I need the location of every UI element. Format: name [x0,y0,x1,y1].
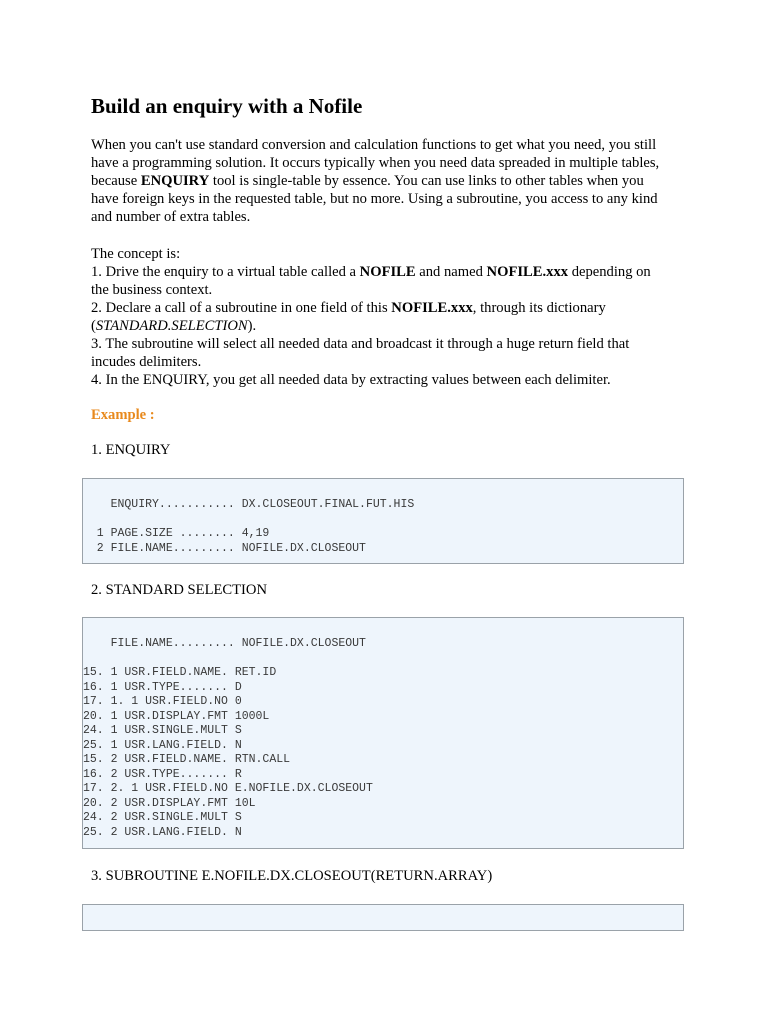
step-3-heading: 3. SUBROUTINE E.NOFILE.DX.CLOSEOUT(RETURN.ARRAY) [91,868,493,884]
concept-text: , through its dictionary [472,300,606,316]
code-line: 15. 2 USR.FIELD.NAME. RTN.CALL [83,753,291,766]
intro-text: tool is single-table by essence. You can use links to other tables when you [209,173,644,189]
concept-step-1-cont: the business context. [91,282,213,298]
nofile-keyword: NOFILE [359,264,416,280]
concept-step-2 [91,299,651,317]
code-line [83,513,683,528]
code-line: 20. 1 USR.DISPLAY.FMT 1000L [83,709,270,723]
concept-step-1 [91,263,651,281]
subroutine-code-block [82,904,684,931]
intro-line: have foreign keys in the requested table, but no more. Using a subroutine, you access to any kind [91,191,658,207]
concept-step-3: 3. The subroutine will select all needed data and broadcast it through a huge return field that [91,336,630,352]
intro-text: because [91,173,141,189]
standard-selection-term: STANDARD.SELECTION [95,318,248,334]
code-line: ENQUIRY........... DX.CLOSEOUT.FINAL.FUT.HIS [83,498,415,511]
concept-paragraph [91,245,651,389]
example-label: Example : [91,407,155,423]
standard-selection-code-block [82,617,684,849]
intro-line: and number of extra tables. [91,209,251,225]
code-line: 25. 2 USR.LANG.FIELD. N [83,825,242,839]
code-line: 16. 2 USR.TYPE....... R [83,767,242,781]
code-line: 16. 1 USR.TYPE....... D [83,680,242,694]
step-1-heading: 1. ENQUIRY [91,442,171,458]
concept-text: 1. Drive the enquiry to a virtual table called a [91,264,360,280]
concept-heading: The concept is: [91,246,181,262]
concept-text: ). [247,318,257,334]
code-line: 20. 2 USR.DISPLAY.FMT 10L [83,796,256,810]
code-line: FILE.NAME......... NOFILE.DX.CLOSEOUT [83,637,366,650]
page-title: Build an enquiry with a Nofile [91,94,363,118]
intro-line [91,172,659,190]
code-listing [83,498,683,556]
code-line: 15. 1 USR.FIELD.NAME. RET.ID [83,666,277,679]
enquiry-code-block [82,478,684,564]
nofile-xxx-keyword: NOFILE.xxx [391,300,473,316]
code-line [83,652,683,667]
intro-line: have a programming solution. It occurs typically when you need data spreaded in multiple tables, [91,155,660,171]
code-line: 1 PAGE.SIZE ........ 4,19 [83,527,270,540]
step-2-heading: 2. STANDARD SELECTION [91,582,267,598]
nofile-xxx-keyword: NOFILE.xxx [486,264,569,280]
code-line: 17. 2. 1 USR.FIELD.NO E.NOFILE.DX.CLOSEOUT [83,782,373,795]
code-line: 25. 1 USR.LANG.FIELD. N [83,738,242,752]
enquiry-keyword: ENQUIRY [140,173,210,189]
concept-text: ( [91,318,96,334]
concept-text: and named [415,264,487,280]
code-line: 2 FILE.NAME......... NOFILE.DX.CLOSEOUT [83,541,366,555]
intro-paragraph [91,136,659,226]
concept-step-3-cont: incudes delimiters. [91,354,202,370]
concept-text: depending on [568,264,651,280]
code-listing [83,637,683,840]
code-line: 17. 1. 1 USR.FIELD.NO 0 [83,695,242,708]
concept-step-4: 4. In the ENQUIRY, you get all needed data by extracting values between each delimiter. [91,372,611,388]
concept-step-2-cont [91,317,651,335]
intro-line: When you can't use standard conversion and calculation functions to get what you need, you still [91,137,657,153]
code-line: 24. 1 USR.SINGLE.MULT S [83,724,242,737]
code-line: 24. 2 USR.SINGLE.MULT S [83,811,242,824]
concept-text: 2. Declare a call of a subroutine in one field of this [91,300,392,316]
